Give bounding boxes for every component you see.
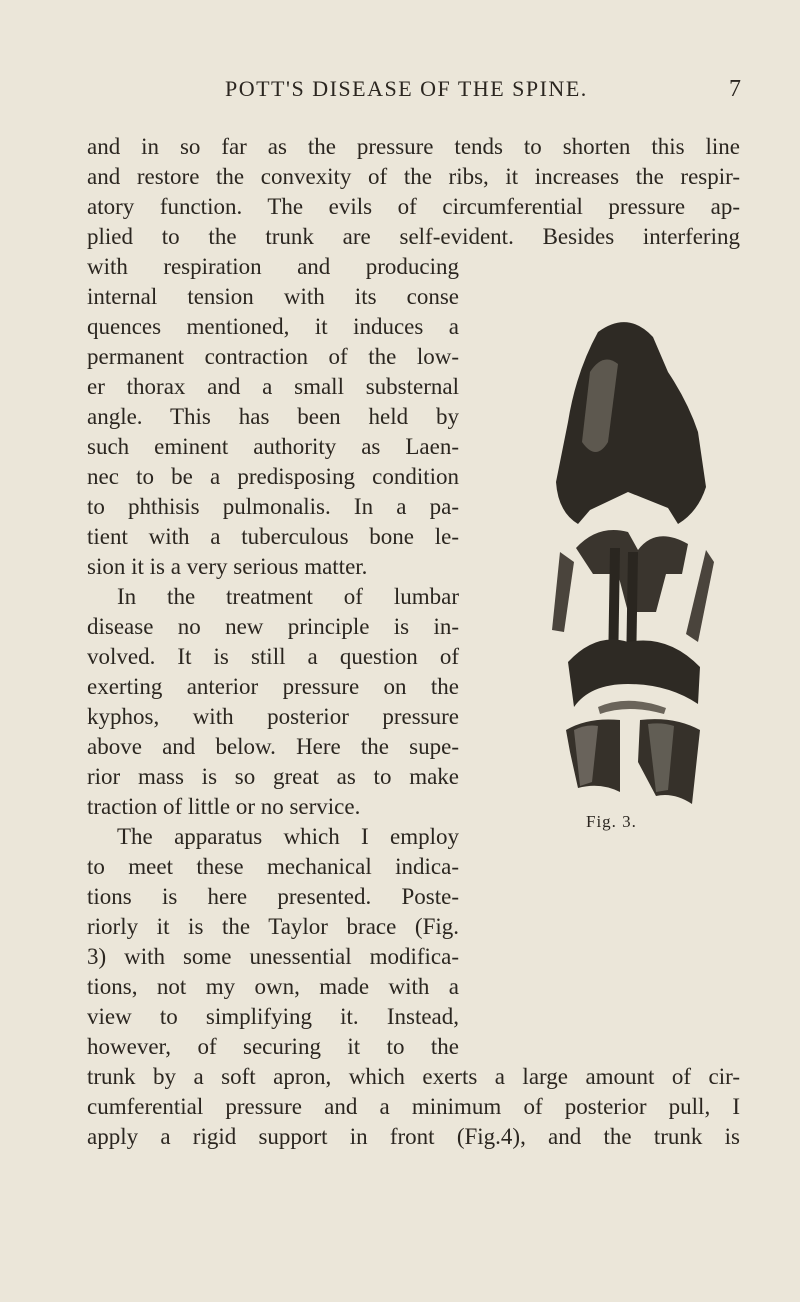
- text-line: disease no new principle is in-: [87, 614, 459, 639]
- text-line: tient with a tuberculous bone le-: [87, 524, 459, 549]
- text-line: apply a rigid support in front (Fig.4), and the trunk is: [87, 1124, 740, 1149]
- text-line: 3) with some unessential modifica-: [87, 944, 459, 969]
- text-line: tions is here presented. Poste-: [87, 884, 459, 909]
- text-line: sion it is a very serious matter.: [87, 554, 368, 579]
- figure-caption: Fig. 3.: [586, 812, 637, 831]
- text-line: er thorax and a small substernal: [87, 374, 459, 399]
- text-line: plied to the trunk are self-evident. Besides interfering: [87, 224, 740, 249]
- text-line: and in so far as the pressure tends to shorten this line: [87, 134, 740, 159]
- taylor-brace-figure: [478, 312, 768, 812]
- page-number: 7: [729, 76, 741, 102]
- text-line: angle. This has been held by: [87, 404, 459, 429]
- text-line: permanent contraction of the low-: [87, 344, 459, 369]
- text-line: and restore the convexity of the ribs, it increases the respir-: [87, 164, 740, 189]
- text-line: above and below. Here the supe-: [87, 734, 459, 759]
- text-line: kyphos, with posterior pressure: [87, 704, 459, 729]
- text-line: cumferential pressure and a minimum of posterior pull, I: [87, 1094, 740, 1119]
- text-line: The apparatus which I employ: [117, 824, 459, 849]
- text-line: trunk by a soft apron, which exerts a large amount of cir-: [87, 1064, 740, 1089]
- text-line: riorly it is the Taylor brace (Fig.: [87, 914, 459, 939]
- text-line: quences mentioned, it induces a: [87, 314, 459, 339]
- running-title: POTT'S DISEASE OF THE SPINE.: [225, 76, 588, 101]
- brace-illustration: [478, 312, 768, 812]
- text-line: In the treatment of lumbar: [117, 584, 459, 609]
- page-header: [0, 76, 800, 106]
- text-line: to meet these mechanical indica-: [87, 854, 459, 879]
- text-line: traction of little or no service.: [87, 794, 361, 819]
- text-line: view to simplifying it. Instead,: [87, 1004, 459, 1029]
- text-line: atory function. The evils of circumferential pressure ap-: [87, 194, 740, 219]
- text-line: tions, not my own, made with a: [87, 974, 459, 999]
- text-line: rior mass is so great as to make: [87, 764, 459, 789]
- text-line: volved. It is still a question of: [87, 644, 459, 669]
- text-line: however, of securing it to the: [87, 1034, 459, 1059]
- text-line: exerting anterior pressure on the: [87, 674, 459, 699]
- text-line: nec to be a predisposing condition: [87, 464, 459, 489]
- text-line: to phthisis pulmonalis. In a pa-: [87, 494, 459, 519]
- text-line: with respiration and producing: [87, 254, 459, 279]
- text-line: internal tension with its conse: [87, 284, 459, 309]
- text-line: such eminent authority as Laen-: [87, 434, 459, 459]
